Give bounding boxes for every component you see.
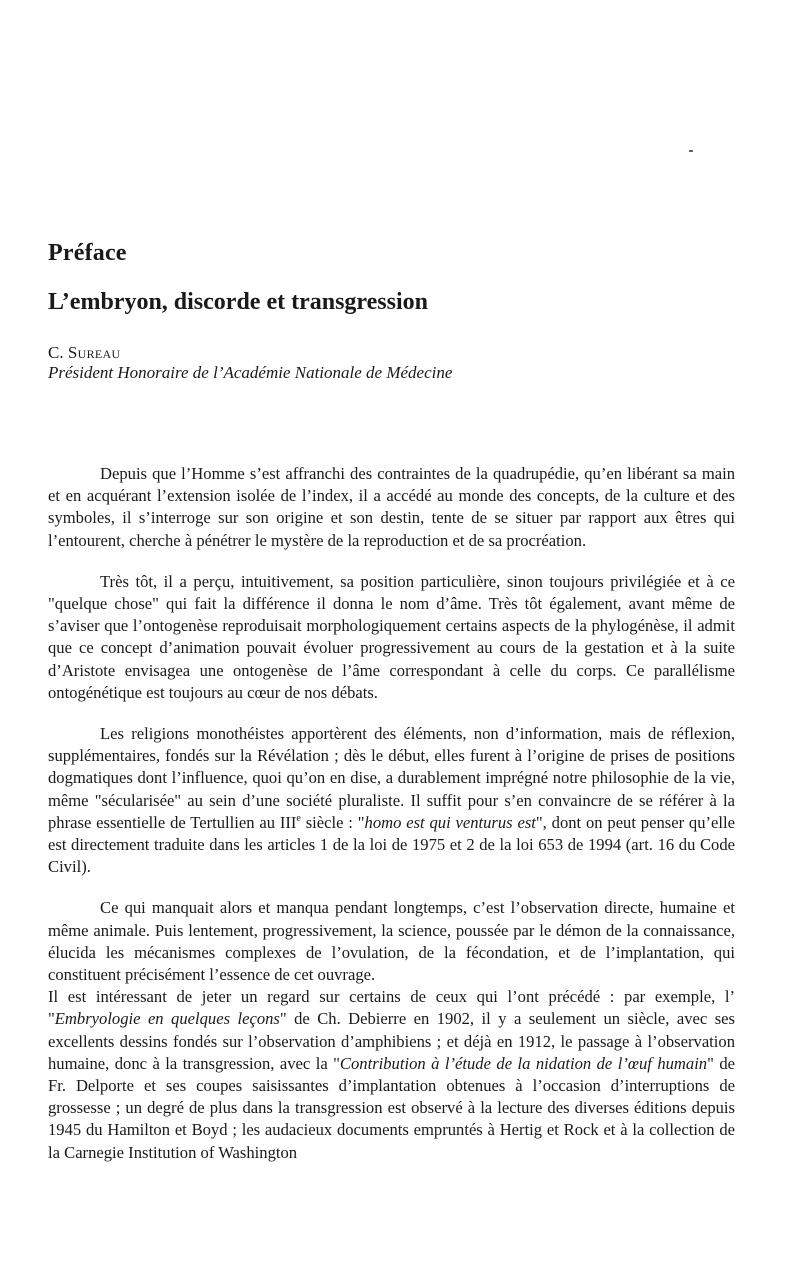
book-title-contribution: Contribution à l’étude de la nidation de l’œuf humain <box>339 1053 708 1073</box>
paragraph-5 <box>48 986 735 1164</box>
paragraph-4: Ce qui manquait alors et manqua pendant longtemps, c’est l’observation directe, humaine et même animale. Puis lentement, progressivement, la science, poussée par le démon de la connaissance, élucida les mécanismes complexes de l’ovulation, de la fécondation, et de l’implantation, qui constituent précisément l’essence de cet ouvrage. <box>48 898 735 985</box>
section-heading: Préface <box>48 240 127 266</box>
paragraph-2: Très tôt, il a perçu, intuitivement, sa position particulière, sinon toujours privilégiée et à ce "quelque chose" qui fait la différence il donna le nom d’âme. Très tôt également, avant même de s’aviser que l’ontogenèse reproduisait morphologiquement certains aspects de la phylogénèse, il admit que ce concept d’animation pouvait évoluer progressivement au cours de la gestation et à la suite d’Aristote envisagea une ontogenèse de l’âme correspondant à celle du corps. Ce parallélisme ontogénétique est toujours au cœur de nos débats. <box>48 571 735 702</box>
author-affiliation: Président Honoraire de l’Académie Nationale de Médecine <box>48 363 453 382</box>
superscript-e: e <box>296 812 301 824</box>
latin-quote: homo est qui venturus est <box>364 812 536 832</box>
paragraph-5-text-c: " de Fr. Delporte et ses coupes saisissantes d’implantation obtenues à l’occasion d’interruptions de grossesse ; un degré de plus dans la transgression est observé à la lecture des diverses éditions depuis 1945 du Hamilton et Boyd ; les audacieux documents empruntés à Hertig et Rock et à la collection de la Carnegie Institution of Washington <box>48 1053 735 1162</box>
chapter-title: L’embryon, discorde et transgression <box>48 289 428 315</box>
author-name <box>48 343 120 363</box>
scan-speck <box>689 150 693 152</box>
paragraph-3-text-b: siècle : " <box>300 812 365 832</box>
author-initial: C. <box>48 343 68 362</box>
paragraph-5-text-a: Il est intéressant de jeter un regard sur certains de ceux qui l’ont précédé : par exemple, l’ " <box>48 987 735 1029</box>
paragraph-1: Depuis que l’Homme s’est affranchi des contraintes de la quadrupédie, qu’en libérant sa main et en acquérant l’extension isolée de l’index, il a accédé au monde des concepts, de la culture et des symboles, il s’interroge sur son origine et son destin, tente de se situer par rapport aux êtres qui l’entourent, cherche à pénétrer le mystère de la reproduction et de sa procréation. <box>48 464 735 550</box>
paragraph-3-text-a: Les religions monothéistes apportèrent des éléments, non d’information, mais de réflexion, supplémentaires, fondés sur la Révélation ; dès le début, elles furent à l’origine de prises de positions dogmatiques dont l’influence, quoi qu’on en dise, a durablement imprégné notre philosophie de la vie, même "sécularisée" au sein d’une société pluraliste. Il suffit pour s’en convaincre de se référer à la phrase essentielle de Tertullien au III <box>48 724 735 832</box>
paragraph-3 <box>48 723 735 878</box>
author-surname: Sureau <box>67 343 121 362</box>
body-text <box>48 463 735 1183</box>
paragraph-3-text-c: ", dont on peut penser qu’elle est directement traduite dans les articles 1 de la loi de 1975 et 2 de la loi 653 de 1994 (art. 16 du Code Civil). <box>48 812 735 877</box>
book-title-embryologie: Embryologie en quelques leçons <box>54 1009 280 1029</box>
paragraph-5-text-b: " de Ch. Debierre en 1902, il y a seulement un siècle, avec ses excellents dessins fondés sur l’observation d’amphibiens ; et déjà en 1912, le passage à l’observation humaine, donc à la transgression, avec la " <box>48 1009 735 1073</box>
